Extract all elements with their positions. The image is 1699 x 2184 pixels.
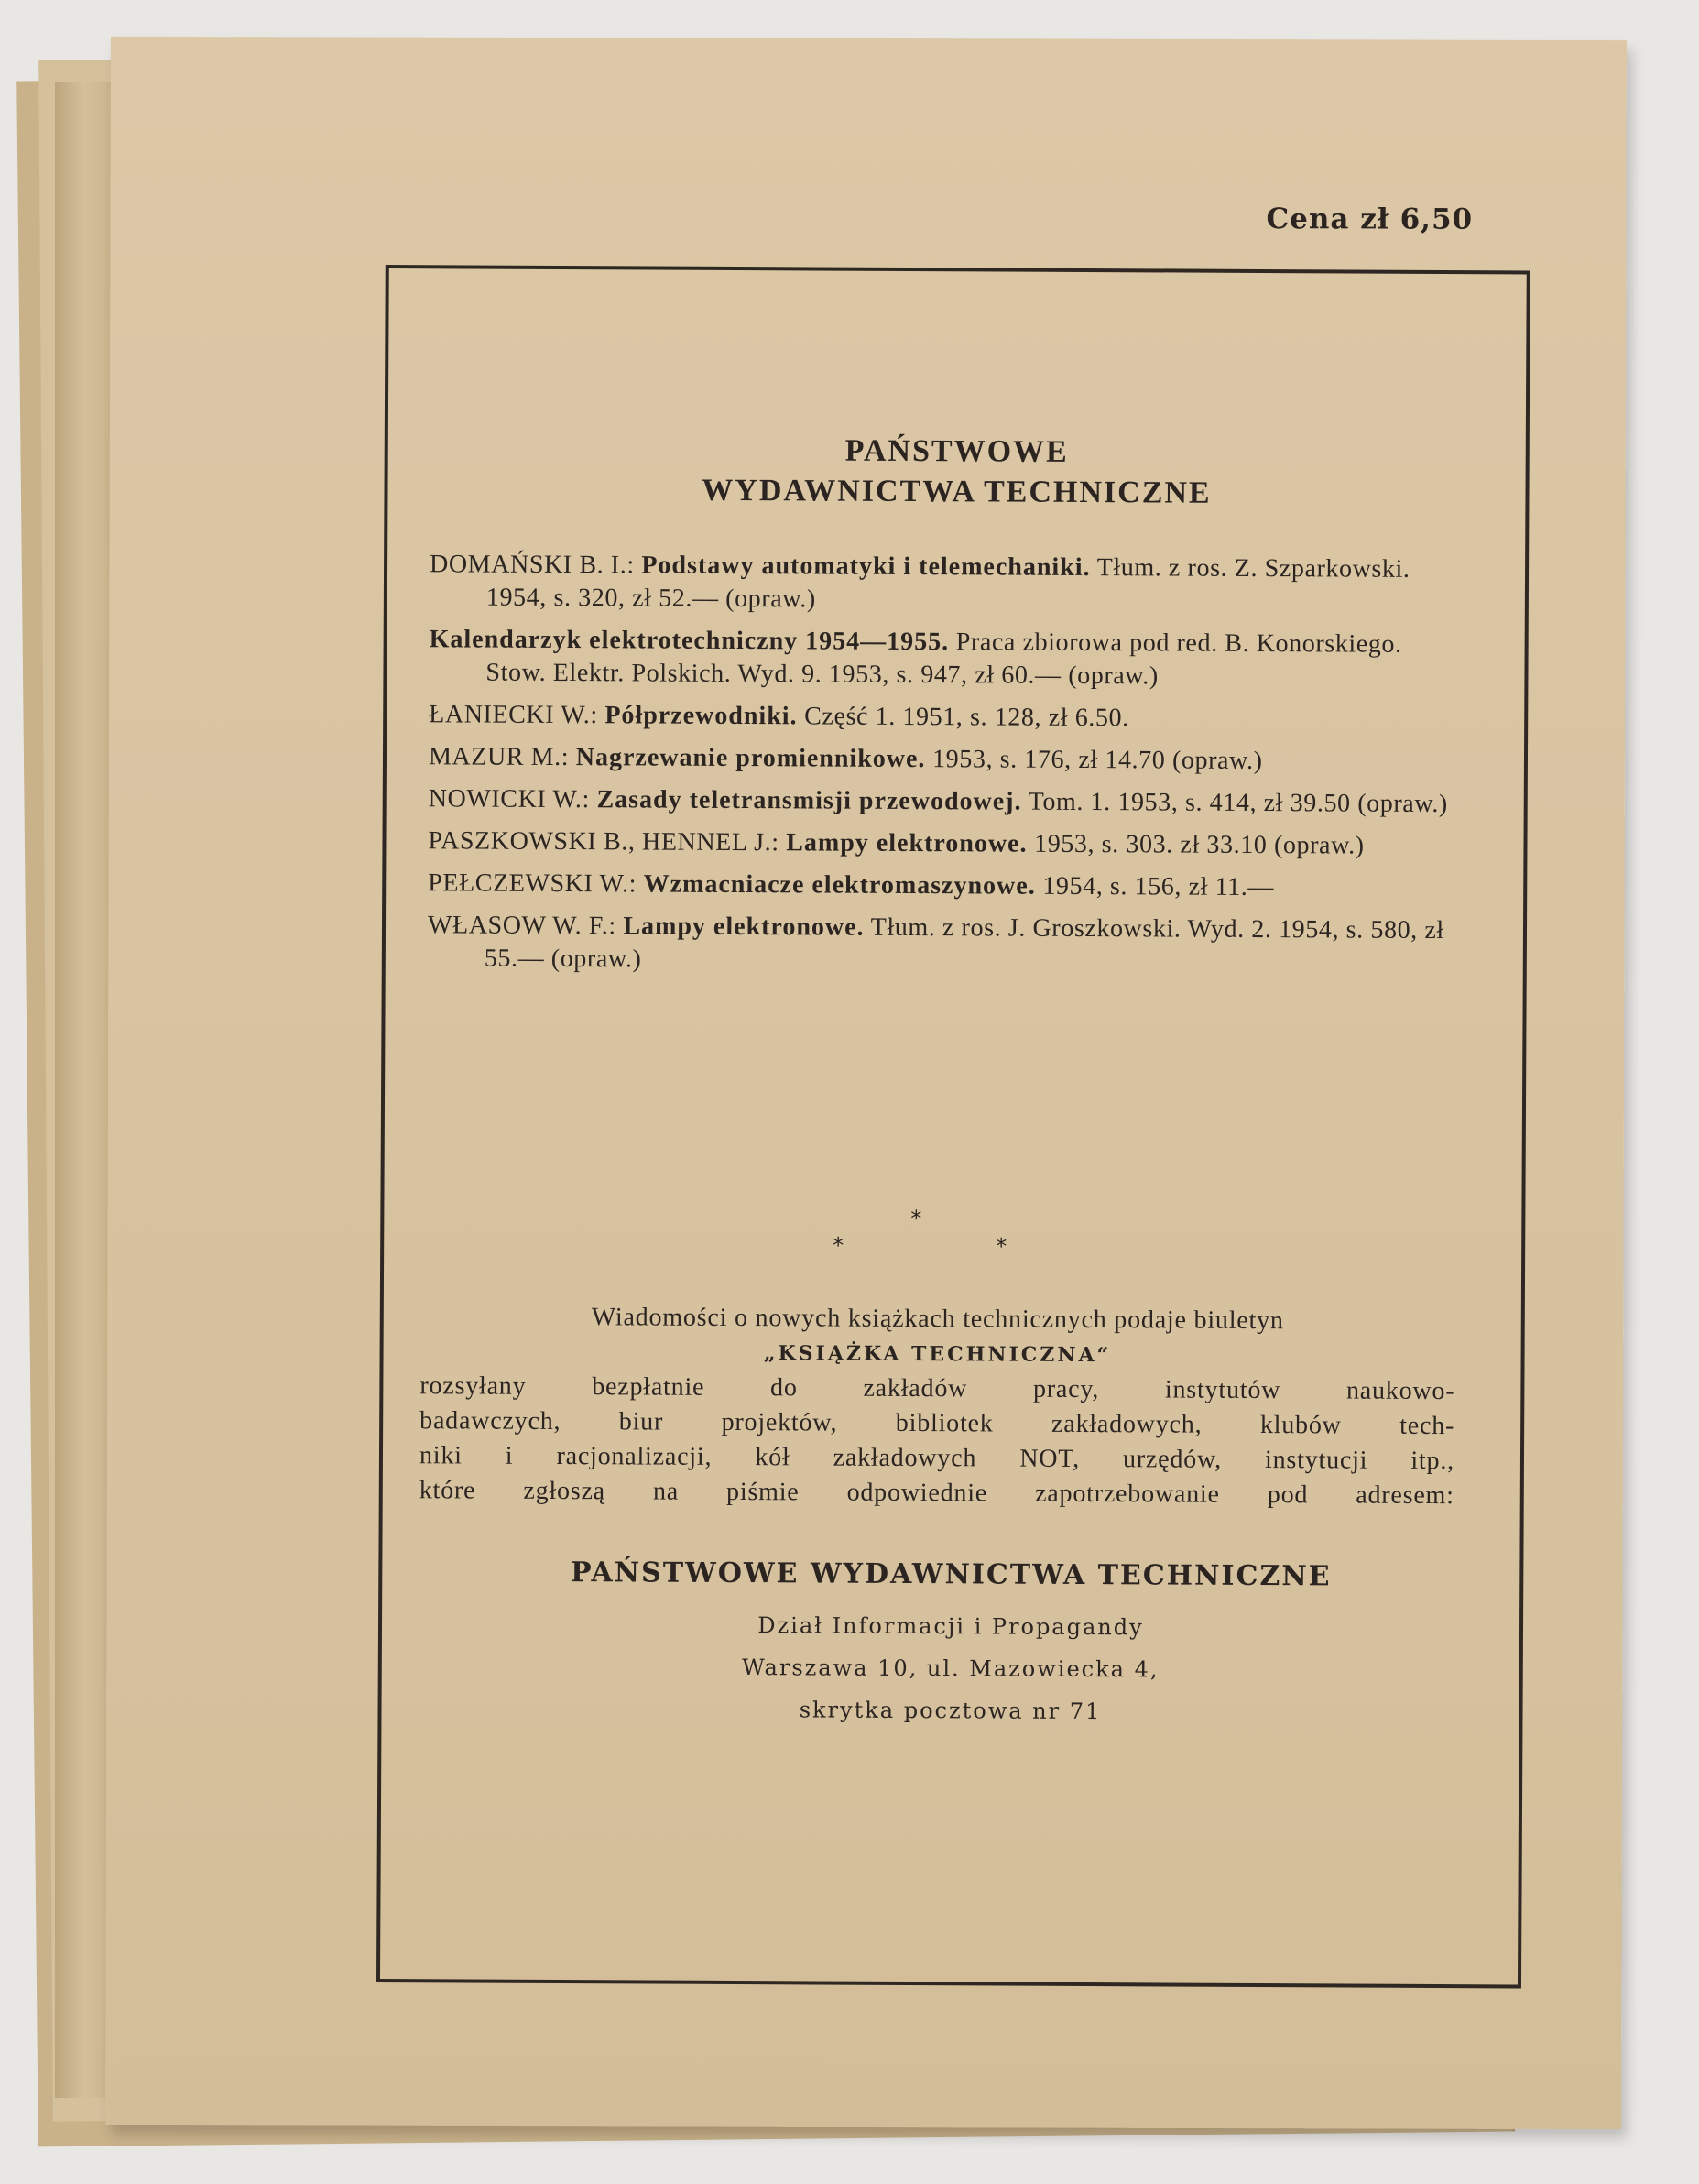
- book-title: Nagrzewanie promiennikowe.: [575, 743, 926, 774]
- publisher-address-block: [381, 1556, 1519, 1735]
- book-title: Lampy elektronowe.: [786, 828, 1028, 858]
- publisher-name: PAŃSTWOWE WYDAWNICTWA TECHNICZNE: [570, 1556, 1332, 1593]
- book-details: 1953, s. 176, zł 14.70 (opraw.): [932, 745, 1263, 776]
- book-details: Tłum. z ros. Z. Szparkowski. 1954, s. 320, zł 52.— (opraw.): [485, 553, 1410, 614]
- section-separator: [384, 1203, 1521, 1264]
- book-author: NOWICKI W.:: [428, 784, 590, 814]
- publisher-heading-line2: WYDAWNICTWA TECHNICZNE: [702, 473, 1212, 510]
- publisher-pobox: skrytka pocztowa nr 71: [799, 1697, 1102, 1725]
- notice-line: niki i racjonalizacji, kół zakładowych NOT, urzędów, instytucji itp.,: [419, 1441, 1455, 1476]
- book-entry: [428, 867, 1449, 905]
- price-label: Cena zł 6,50: [1266, 202, 1474, 236]
- book-title: Podstawy automatyki i telemechaniki.: [641, 551, 1091, 583]
- publisher-address: Warszawa 10, ul. Mazowiecka 4,: [741, 1654, 1160, 1683]
- book-details: 1954, s. 156, zł 11.—: [1042, 871, 1275, 902]
- book-author: ŁANIECKI W.:: [429, 700, 598, 730]
- book-author: PEŁCZEWSKI W.:: [428, 868, 637, 899]
- book-entry: [429, 740, 1450, 779]
- book-author: DOMAŃSKI B. I.:: [430, 550, 635, 580]
- book-details: Część 1. 1951, s. 128, zł 6.50.: [804, 702, 1129, 733]
- book-title: Półprzewodniki.: [604, 701, 798, 731]
- book-entry: [429, 782, 1450, 821]
- book-details: Praca zbiorowa pod red. B. Konorskiego. Stow. Elektr. Polskich. Wyd. 9. 1953, s. 947, zł 60.— (opraw.): [485, 628, 1402, 691]
- book-title: Zasady teletransmisji przewodowej.: [596, 785, 1022, 816]
- bulletin-notice: [419, 1299, 1455, 1513]
- book-details: 1953, s. 303. zł 33.10 (opraw.): [1034, 829, 1365, 860]
- book-title: Lampy elektronowe.: [623, 912, 865, 942]
- back-cover: [105, 37, 1627, 2129]
- notice-line: Wiadomości o nowych książkach technicznych podaje biuletyn: [591, 1303, 1284, 1336]
- book-entry: [428, 909, 1449, 980]
- book-author: MAZUR M.:: [428, 742, 570, 772]
- book-author: WŁASOW W. F.:: [427, 911, 616, 941]
- printed-frame: [376, 265, 1530, 1989]
- book-entry: [429, 623, 1450, 694]
- book-details: Tłum. z ros. J. Groszkowski. Wyd. 2. 1954, s. 580, zł 55.— (opraw.): [484, 912, 1444, 974]
- book-author: PASZKOWSKI B., HENNEL J.:: [428, 826, 779, 857]
- notice-line: rozsyłany bezpłatnie do zakładów pracy, instytutów naukowo-: [419, 1371, 1455, 1406]
- book-entry: [429, 698, 1450, 737]
- publisher-department: Dział Informacji i Propagandy: [757, 1612, 1144, 1641]
- notice-line: badawczych, biur projektów, bibliotek zakładowych, klubów tech-: [419, 1406, 1455, 1441]
- book-entry: [430, 548, 1451, 619]
- book-details: Tom. 1. 1953, s. 414, zł 39.50 (opraw.): [1028, 787, 1448, 819]
- book-title: Kalendarzyk elektrotechniczny 1954—1955.: [429, 625, 950, 657]
- separator-star: *: [910, 1206, 922, 1232]
- book-entry: [428, 824, 1449, 863]
- book-list: [428, 548, 1451, 989]
- publisher-heading-line1: PAŃSTWOWE: [844, 433, 1069, 469]
- notice-line: które zgłoszą na piśmie odpowiednie zapotrzebowanie pod adresem:: [419, 1476, 1454, 1511]
- separator-star: *: [833, 1232, 844, 1259]
- book-title: Wzmacniacze elektromaszynowe.: [643, 869, 1036, 901]
- separator-star: *: [996, 1233, 1007, 1260]
- bulletin-name: „KSIĄŻKA TECHNICZNA“: [763, 1341, 1112, 1368]
